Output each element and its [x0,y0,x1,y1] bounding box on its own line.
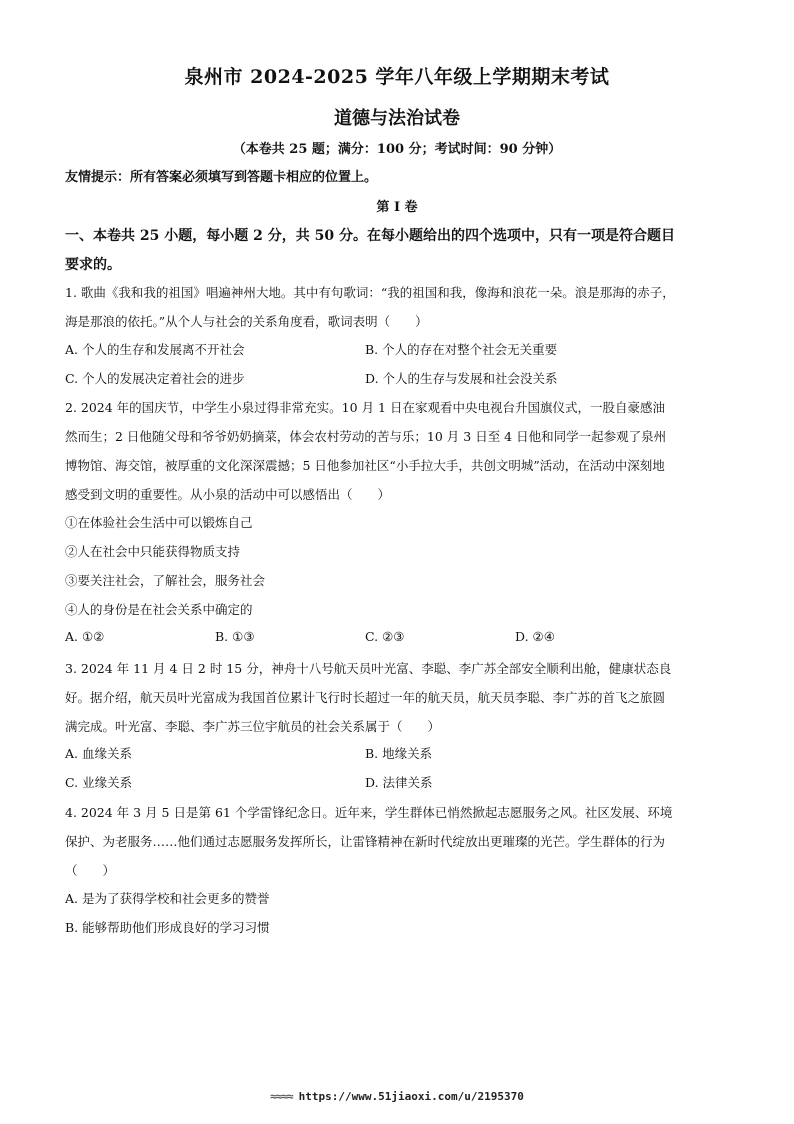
question-4-option-a: A. 是为了获得学校和社会更多的赞誉 [65,891,270,906]
question-3-option-a: A. 血缘关系 [65,746,132,761]
exam-subtitle: 道德与法治试卷 [334,108,460,129]
part-heading: 第 I 卷 [376,200,418,215]
question-1-option-d: D. 个人的生存与发展和社会没关系 [365,371,558,386]
question-2-stem: 2. 2024 年的国庆节，中学生小泉过得非常充实。10 月 1 日在家观看中央电视台升国旗仪式，一股自豪感油然而生；2 日他随父母和爷爷奶奶摘菜，体会农村劳动的苦与乐；10 月 3 日至 4 日他和同学一起参观了泉州博物馆、海交馆，被厚重的文化深深震撼；5 日他参加社区“小手拉大手，共创文明城”活动，在活动中深刻地感受到文明的重要性。从小泉的活动中可以感悟出（ ） [65,400,667,502]
question-4-option-b: B. 能够帮助他们形成良好的学习习惯 [65,920,270,935]
page-footer [0,1090,794,1103]
question-2-statement-2: ②人在社会中只能获得物质支持 [65,544,241,559]
friendly-tip: 友情提示：所有答案必须填写到答题卡相应的位置上。 [65,170,378,185]
question-2-option-a: A. ①② [65,629,105,644]
question-2-statement-1: ①在体验社会生活中可以锻炼自己 [65,515,253,530]
question-2-option-c: C. ②③ [365,629,405,644]
question-1-stem: 1. 歌曲《我和我的祖国》唱遍神州大地。其中有句歌词：“我的祖国和我，像海和浪花一朵。浪是那海的赤子，海是那浪的依托。”从个人与社会的关系角度看，歌词表明（ ） [65,285,675,329]
question-2-statement-3: ③要关注社会，了解社会，服务社会 [65,573,266,588]
question-2-options-row [65,629,677,649]
footer-url[interactable]: https://www.51jiaoxi.com/u/2195370 [298,1090,524,1103]
question-1-options-row-2 [65,369,677,389]
question-3-options-row-2 [65,773,677,793]
question-3-option-c: C. 业缘关系 [65,775,133,790]
watermark-logo: ≈≈≈≈ [270,1090,293,1103]
question-1-option-b: B. 个人的存在对整个社会无关重要 [365,342,558,357]
question-1-option-a: A. 个人的生存和发展离不开社会 [65,342,245,357]
section-instruction: 一、本卷共 25 小题，每小题 2 分，共 50 分。在每小题给出的四个选项中，只有一项是符合题目要求的。 [65,228,675,273]
question-3-option-d: D. 法律关系 [365,775,433,790]
question-3-stem: 3. 2024 年 11 月 4 日 2 时 15 分，神舟十八号航天员叶光富、李聪、李广苏全部安全顺利出舱，健康状态良好。据介绍，航天员叶光富成为我国首位累计飞行时长超过一年的航天员，航天员李聪、李广苏的首飞之旅圆满完成。叶光富、李聪、李广苏三位宇航员的社会关系属于（ ） [65,661,672,734]
exam-title: 泉州市 2024-2025 学年八年级上学期期末考试 [184,66,610,88]
question-3-option-b: B. 地缘关系 [365,746,433,761]
question-1-option-c: C. 个人的发展决定着社会的进步 [65,371,245,386]
question-2-statement-4: ④人的身份是在社会关系中确定的 [65,602,253,617]
question-1-options-row-1 [65,340,677,360]
question-2-option-b: B. ①③ [215,629,255,644]
question-2-option-d: D. ②④ [515,629,555,644]
exam-meta: （本卷共 25 题；满分：100 分；考试时间：90 分钟） [232,142,562,157]
question-3-options-row-1 [65,744,677,764]
question-4-stem: 4. 2024 年 3 月 5 日是第 61 个学雷锋纪念日。近年来，学生群体已悄然掀起志愿服务之风。社区发展、环境保护、为老服务……他们通过志愿服务发挥所长，让雷锋精神在新时代绽放出更璀璨的光芒。学生群体的行为（ ） [65,805,673,878]
